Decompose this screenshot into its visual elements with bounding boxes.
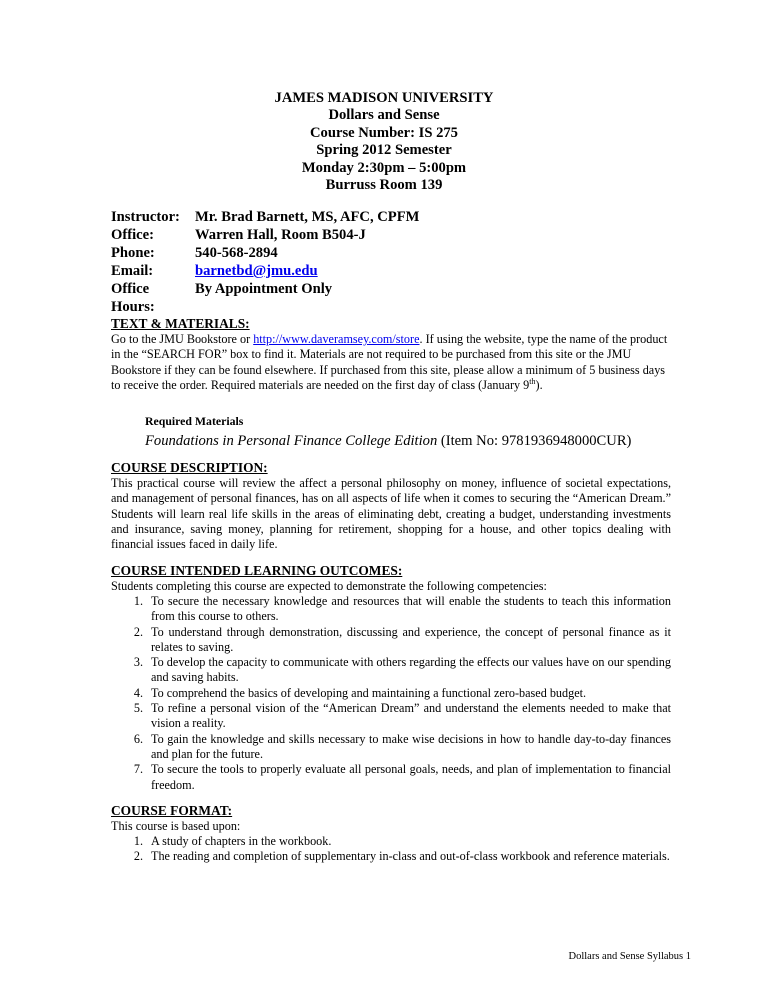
list-item: 2. The reading and completion of supplementary in-class and out-of-class workbook and reference materials. [133, 849, 670, 864]
list-item: 1. To secure the necessary knowledge and resources that will enable the students to teach this information from this course to others. [133, 593, 671, 624]
required-materials-title: Required Materials [145, 414, 244, 429]
instructor-label: Instructor: [111, 209, 180, 225]
instructor-value: Mr. Brad Barnett, MS, AFC, CPFM [195, 209, 420, 225]
page-footer: Dollars and Sense Syllabus 1 [568, 951, 691, 962]
instructor-row [111, 208, 419, 226]
list-item: 1. A study of chapters in the workbook. [133, 834, 332, 849]
description-heading: COURSE DESCRIPTION: [111, 460, 268, 476]
required-materials-item: Foundations in Personal Finance College Edition (Item No: 9781936948000CUR) [145, 433, 632, 450]
university-name: JAMES MADISON UNIVERSITY [274, 90, 494, 106]
syllabus-content [111, 316, 671, 865]
office-label: Office: [111, 227, 154, 243]
description-paragraph: This practical course will review the affect a personal philosophy on money, influence of societal expectations, and management of personal finances, has on all aspects of life when it comes to securing the “American Dream.” Students will learn real life skills in the areas of eliminating debt, creating a budget, understanding investments and insurance, saving money, planning for retirement, shopping for a house, and other topics dealing with financial issues faced in daily life. [111, 476, 671, 552]
list-item: 3. To develop the capacity to communicate with others regarding the effects our values have on our spending and saving habits. [133, 655, 671, 685]
course-number: Course Number: IS 275 [310, 124, 458, 141]
email-row [111, 262, 419, 280]
text-materials-paragraph: Go to the JMU Bookstore or http://www.daveramsey.com/store. If using the website, type the name of the product in the “SEARCH FOR” box to find it. Materials are not required to be purchased from this site or the JMU Bookstore if they can be found elsewhere. If purchased from this site, please allow a minimum of 5 business days to receive the order. Required materials are needed on the first day of class (January 9th). [111, 332, 668, 392]
format-intro: This course is based upon: [111, 818, 241, 833]
phone-label: Phone: [111, 245, 155, 261]
email-label: Email: [111, 263, 154, 279]
office-row [111, 226, 419, 244]
course-header [0, 90, 768, 194]
office-hours-row [111, 280, 419, 316]
instructor-info [111, 208, 419, 316]
required-materials [145, 414, 671, 450]
store-link[interactable]: http://www.daveramsey.com/store [253, 332, 420, 346]
outcomes-intro: Students completing this course are expected to demonstrate the following competencies: [111, 578, 547, 593]
class-time: Monday 2:30pm – 5:00pm [301, 159, 467, 176]
outcomes-list [111, 594, 671, 793]
list-item: 7. To secure the tools to properly evaluate all personal goals, needs, and plan of implementation to financial freedom. [133, 762, 671, 792]
text-materials-heading: TEXT & MATERIALS: [111, 316, 250, 331]
format-list [111, 834, 671, 865]
phone-row [111, 244, 419, 262]
course-title: Dollars and Sense [328, 107, 440, 124]
format-heading: COURSE FORMAT: [111, 802, 233, 818]
office-hours-label: Office Hours: [111, 281, 155, 315]
list-item: 4. To comprehend the basics of developing and maintaining a functional zero-based budget. [133, 685, 587, 700]
semester: Spring 2012 Semester [316, 142, 452, 159]
office-value: Warren Hall, Room B504-J [195, 227, 366, 243]
outcomes-heading: COURSE INTENDED LEARNING OUTCOMES: [111, 562, 403, 578]
list-item: 2. To understand through demonstration, discussing and experience, the concept of personal finance as it relates to saving. [133, 624, 671, 654]
list-item: 6. To gain the knowledge and skills necessary to make wise decisions in how to handle day-to-day finances and plan for the future. [133, 731, 671, 761]
email-link[interactable]: barnetbd@jmu.edu [195, 263, 318, 279]
list-item: 5. To refine a personal vision of the “American Dream” and understand the elements needed to make that vision a reality. [133, 701, 671, 731]
class-room: Burruss Room 139 [325, 177, 443, 194]
office-hours-value: By Appointment Only [195, 281, 333, 297]
phone-value: 540-568-2894 [195, 245, 278, 261]
